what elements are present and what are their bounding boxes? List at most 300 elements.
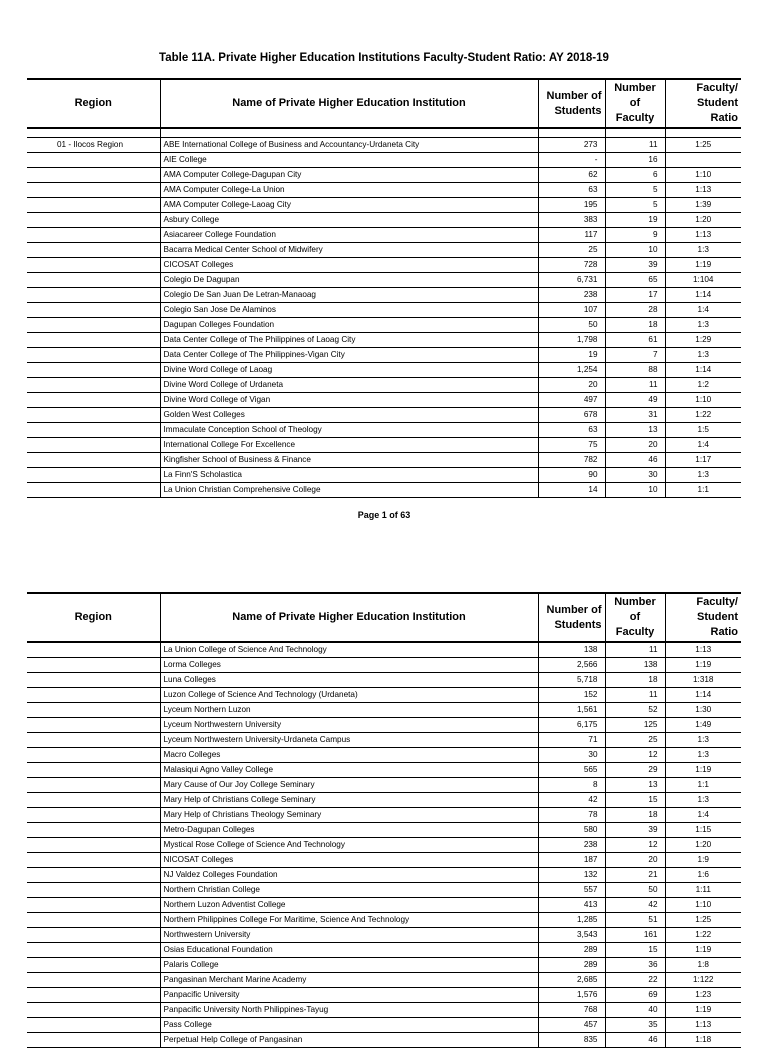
institution-name-cell: Mary Help of Christians Theology Seminary <box>160 808 538 823</box>
students-cell: 1,254 <box>538 363 605 378</box>
students-cell: 497 <box>538 393 605 408</box>
table-row <box>27 793 741 808</box>
faculty-cell: 18 <box>605 673 665 688</box>
region-cell <box>27 823 160 838</box>
header-number-of-faculty: Number of Faculty <box>605 79 665 128</box>
students-cell: 557 <box>538 883 605 898</box>
ratio-cell: 1:25 <box>665 913 741 928</box>
faculty-cell: 69 <box>605 988 665 1003</box>
faculty-cell: 40 <box>605 1003 665 1018</box>
students-cell: 71 <box>538 733 605 748</box>
table-row <box>27 943 741 958</box>
institution-name-cell: Lyceum Northern Luzon <box>160 703 538 718</box>
header-number-of-faculty: Number of Faculty <box>605 593 665 642</box>
ratio-cell: 1:14 <box>665 688 741 703</box>
table-row <box>27 823 741 838</box>
institution-name-cell: ABE International College of Business and Accountancy-Urdaneta City <box>160 138 538 153</box>
students-cell: 413 <box>538 898 605 913</box>
faculty-cell: 161 <box>605 928 665 943</box>
region-cell <box>27 1018 160 1033</box>
ratio-cell: 1:30 <box>665 703 741 718</box>
students-cell: - <box>538 153 605 168</box>
ratio-cell: 1:122 <box>665 973 741 988</box>
ratio-cell: 1:13 <box>665 642 741 658</box>
region-cell <box>27 153 160 168</box>
faculty-cell: 17 <box>605 288 665 303</box>
institution-name-cell: Golden West Colleges <box>160 408 538 423</box>
region-cell <box>27 763 160 778</box>
region-cell <box>27 958 160 973</box>
faculty-cell: 11 <box>605 642 665 658</box>
institution-name-cell: AMA Computer College-Dagupan City <box>160 168 538 183</box>
table-title: Table 11A. Private Higher Education Institutions Faculty-Student Ratio: AY 2018-19 <box>159 52 609 64</box>
faculty-cell: 42 <box>605 898 665 913</box>
institution-name-cell: Northern Luzon Adventist College <box>160 898 538 913</box>
region-cell <box>27 183 160 198</box>
faculty-cell: 21 <box>605 868 665 883</box>
table-row <box>27 243 741 258</box>
institution-name-cell: Malasiqui Agno Valley College <box>160 763 538 778</box>
institution-name-cell: Divine Word College of Laoag <box>160 363 538 378</box>
institution-name-cell: Northern Christian College <box>160 883 538 898</box>
students-cell: 132 <box>538 868 605 883</box>
ratio-cell: 1:6 <box>665 868 741 883</box>
region-cell <box>27 913 160 928</box>
table-row <box>27 778 741 793</box>
students-cell: 2,685 <box>538 973 605 988</box>
students-cell: 1,576 <box>538 988 605 1003</box>
ratio-cell: 1:3 <box>665 748 741 763</box>
table-row <box>27 853 741 868</box>
ratio-cell: 1:14 <box>665 288 741 303</box>
header-number-of-students: Number of Students <box>538 79 605 128</box>
faculty-cell: 16 <box>605 153 665 168</box>
region-cell <box>27 198 160 213</box>
students-cell: 728 <box>538 258 605 273</box>
region-cell <box>27 168 160 183</box>
page-number: Page 1 of 63 <box>357 510 411 520</box>
institution-name-cell: CICOSAT Colleges <box>160 258 538 273</box>
ratio-cell: 1:4 <box>665 808 741 823</box>
students-cell: 187 <box>538 853 605 868</box>
institution-name-cell: Divine Word College of Vigan <box>160 393 538 408</box>
institution-name-cell: Pass College <box>160 1018 538 1033</box>
table-header <box>27 593 741 642</box>
students-cell: 1,561 <box>538 703 605 718</box>
region-cell <box>27 378 160 393</box>
region-cell: 01 - Ilocos Region <box>27 138 160 153</box>
faculty-cell: 36 <box>605 958 665 973</box>
institution-name-cell: La Finn'S Scholastica <box>160 468 538 483</box>
region-cell <box>27 673 160 688</box>
students-cell: 63 <box>538 183 605 198</box>
table-row <box>27 748 741 763</box>
students-cell: 25 <box>538 243 605 258</box>
institution-name-cell: Lyceum Northwestern University-Urdaneta Campus <box>160 733 538 748</box>
ratio-cell: 1:1 <box>665 483 741 498</box>
faculty-cell: 31 <box>605 408 665 423</box>
institution-name-cell: Mary Help of Christians College Seminary <box>160 793 538 808</box>
institution-name-cell: Immaculate Conception School of Theology <box>160 423 538 438</box>
students-cell: 42 <box>538 793 605 808</box>
header-faculty-student-ratio: Faculty/ Student Ratio <box>665 593 741 642</box>
students-cell: 8 <box>538 778 605 793</box>
table-row <box>27 288 741 303</box>
ratio-cell: 1:3 <box>665 468 741 483</box>
students-cell: 107 <box>538 303 605 318</box>
students-cell: 90 <box>538 468 605 483</box>
table-row <box>27 183 741 198</box>
table-row <box>27 363 741 378</box>
ratio-cell: 1:8 <box>665 958 741 973</box>
faculty-cell: 13 <box>605 423 665 438</box>
region-cell <box>27 868 160 883</box>
ratio-cell: 1:19 <box>665 1003 741 1018</box>
header-institution-name: Name of Private Higher Education Institution <box>160 593 538 642</box>
institution-name-cell: Kingfisher School of Business & Finance <box>160 453 538 468</box>
table-row <box>27 483 741 498</box>
students-cell: 50 <box>538 318 605 333</box>
students-cell: 1,798 <box>538 333 605 348</box>
region-cell <box>27 258 160 273</box>
ratio-cell: 1:20 <box>665 838 741 853</box>
ratio-cell: 1:23 <box>665 988 741 1003</box>
students-cell: 195 <box>538 198 605 213</box>
faculty-cell: 50 <box>605 883 665 898</box>
institution-name-cell: Mary Cause of Our Joy College Seminary <box>160 778 538 793</box>
table-row <box>27 868 741 883</box>
faculty-cell: 28 <box>605 303 665 318</box>
ratio-cell: 1:49 <box>665 718 741 733</box>
faculty-cell: 35 <box>605 1018 665 1033</box>
region-cell <box>27 438 160 453</box>
region-cell <box>27 988 160 1003</box>
table-row <box>27 378 741 393</box>
students-cell: 273 <box>538 138 605 153</box>
institution-name-cell: Macro Colleges <box>160 748 538 763</box>
ratio-cell: 1:20 <box>665 213 741 228</box>
table-row <box>27 703 741 718</box>
ratio-cell: 1:3 <box>665 243 741 258</box>
table-row <box>27 138 741 153</box>
table-row <box>27 1003 741 1018</box>
table-row <box>27 468 741 483</box>
faculty-cell: 18 <box>605 808 665 823</box>
region-cell <box>27 243 160 258</box>
students-cell: 14 <box>538 483 605 498</box>
students-cell: 6,175 <box>538 718 605 733</box>
ratio-cell: 1:14 <box>665 363 741 378</box>
ratio-cell: 1:3 <box>665 793 741 808</box>
students-cell: 457 <box>538 1018 605 1033</box>
faculty-cell: 51 <box>605 913 665 928</box>
institution-name-cell: Divine Word College of Urdaneta <box>160 378 538 393</box>
ratio-cell: 1:318 <box>665 673 741 688</box>
faculty-cell: 61 <box>605 333 665 348</box>
region-cell <box>27 213 160 228</box>
table-row <box>27 658 741 673</box>
institution-name-cell: Panpacific University <box>160 988 538 1003</box>
faculty-cell: 65 <box>605 273 665 288</box>
students-cell: 782 <box>538 453 605 468</box>
faculty-student-ratio-table-page-1 <box>27 78 741 498</box>
region-cell <box>27 778 160 793</box>
region-cell <box>27 348 160 363</box>
region-cell <box>27 898 160 913</box>
table-row <box>27 642 741 658</box>
region-cell <box>27 408 160 423</box>
faculty-cell: 5 <box>605 198 665 213</box>
ratio-cell: 1:10 <box>665 168 741 183</box>
faculty-cell: 20 <box>605 438 665 453</box>
header-region: Region <box>74 97 112 109</box>
faculty-cell: 13 <box>605 778 665 793</box>
table-body-page-2 <box>27 642 741 1048</box>
faculty-cell: 22 <box>605 973 665 988</box>
ratio-cell: 1:3 <box>665 733 741 748</box>
region-cell <box>27 483 160 498</box>
table-row <box>27 168 741 183</box>
header-faculty-student-ratio: Faculty/ Student Ratio <box>665 79 741 128</box>
faculty-cell: 20 <box>605 853 665 868</box>
table-row <box>27 318 741 333</box>
students-cell: 19 <box>538 348 605 363</box>
students-cell: 383 <box>538 213 605 228</box>
institution-name-cell: Northwestern University <box>160 928 538 943</box>
ratio-cell: 1:13 <box>665 1018 741 1033</box>
faculty-cell: 39 <box>605 258 665 273</box>
students-cell: 835 <box>538 1033 605 1048</box>
ratio-cell: 1:19 <box>665 763 741 778</box>
students-cell: 5,718 <box>538 673 605 688</box>
region-cell <box>27 228 160 243</box>
region-cell <box>27 838 160 853</box>
students-cell: 138 <box>538 642 605 658</box>
table-row <box>27 1018 741 1033</box>
table-row <box>27 883 741 898</box>
region-cell <box>27 393 160 408</box>
table-row <box>27 958 741 973</box>
faculty-cell: 9 <box>605 228 665 243</box>
table-row <box>27 988 741 1003</box>
students-cell: 238 <box>538 288 605 303</box>
faculty-cell: 18 <box>605 318 665 333</box>
region-cell <box>27 733 160 748</box>
ratio-cell: 1:5 <box>665 423 741 438</box>
faculty-cell: 19 <box>605 213 665 228</box>
table-row <box>27 393 741 408</box>
institution-name-cell: Lyceum Northwestern University <box>160 718 538 733</box>
region-cell <box>27 288 160 303</box>
faculty-cell: 11 <box>605 138 665 153</box>
region-cell <box>27 928 160 943</box>
table-row <box>27 808 741 823</box>
institution-name-cell: Osias Educational Foundation <box>160 943 538 958</box>
table-row <box>27 733 741 748</box>
region-cell <box>27 943 160 958</box>
ratio-cell <box>665 153 741 168</box>
region-cell <box>27 658 160 673</box>
institution-name-cell: International College For Excellence <box>160 438 538 453</box>
faculty-cell: 46 <box>605 453 665 468</box>
faculty-student-ratio-table-page-2 <box>27 592 741 1048</box>
ratio-cell: 1:11 <box>665 883 741 898</box>
ratio-cell: 1:10 <box>665 393 741 408</box>
faculty-cell: 125 <box>605 718 665 733</box>
header-region: Region <box>74 611 112 623</box>
ratio-cell: 1:13 <box>665 183 741 198</box>
faculty-cell: 12 <box>605 748 665 763</box>
faculty-cell: 7 <box>605 348 665 363</box>
ratio-cell: 1:25 <box>665 138 741 153</box>
ratio-cell: 1:9 <box>665 853 741 868</box>
table-row <box>27 303 741 318</box>
institution-name-cell: Data Center College of The Philippines-Vigan City <box>160 348 538 363</box>
table-row <box>27 153 741 168</box>
region-cell <box>27 468 160 483</box>
faculty-cell: 88 <box>605 363 665 378</box>
spacer-row <box>27 128 741 138</box>
table-row <box>27 898 741 913</box>
institution-name-cell: Asiacareer College Foundation <box>160 228 538 243</box>
region-cell <box>27 318 160 333</box>
institution-name-cell: Pangasinan Merchant Marine Academy <box>160 973 538 988</box>
region-cell <box>27 883 160 898</box>
faculty-cell: 11 <box>605 378 665 393</box>
ratio-cell: 1:10 <box>665 898 741 913</box>
table-row <box>27 348 741 363</box>
ratio-cell: 1:22 <box>665 928 741 943</box>
ratio-cell: 1:15 <box>665 823 741 838</box>
region-cell <box>27 853 160 868</box>
institution-name-cell: Colegio De Dagupan <box>160 273 538 288</box>
institution-name-cell: NICOSAT Colleges <box>160 853 538 868</box>
ratio-cell: 1:4 <box>665 303 741 318</box>
header-institution-name: Name of Private Higher Education Institution <box>160 79 538 128</box>
institution-name-cell: AMA Computer College-La Union <box>160 183 538 198</box>
students-cell: 238 <box>538 838 605 853</box>
table-row <box>27 688 741 703</box>
students-cell: 75 <box>538 438 605 453</box>
students-cell: 3,543 <box>538 928 605 943</box>
ratio-cell: 1:17 <box>665 453 741 468</box>
faculty-cell: 12 <box>605 838 665 853</box>
faculty-cell: 25 <box>605 733 665 748</box>
institution-name-cell: Luzon College of Science And Technology (Urdaneta) <box>160 688 538 703</box>
table-row <box>27 718 741 733</box>
students-cell: 63 <box>538 423 605 438</box>
institution-name-cell: Northern Philippines College For Maritime, Science And Technology <box>160 913 538 928</box>
institution-name-cell: Panpacific University North Philippines-Tayug <box>160 1003 538 1018</box>
students-cell: 117 <box>538 228 605 243</box>
faculty-cell: 5 <box>605 183 665 198</box>
ratio-cell: 1:18 <box>665 1033 741 1048</box>
students-cell: 289 <box>538 958 605 973</box>
students-cell: 78 <box>538 808 605 823</box>
students-cell: 62 <box>538 168 605 183</box>
institution-name-cell: La Union College of Science And Technology <box>160 642 538 658</box>
institution-name-cell: Mystical Rose College of Science And Technology <box>160 838 538 853</box>
ratio-cell: 1:13 <box>665 228 741 243</box>
students-cell: 20 <box>538 378 605 393</box>
faculty-cell: 29 <box>605 763 665 778</box>
institution-name-cell: Bacarra Medical Center School of Midwifery <box>160 243 538 258</box>
students-cell: 2,566 <box>538 658 605 673</box>
students-cell: 6,731 <box>538 273 605 288</box>
region-cell <box>27 688 160 703</box>
faculty-cell: 11 <box>605 688 665 703</box>
ratio-cell: 1:19 <box>665 943 741 958</box>
region-cell <box>27 793 160 808</box>
institution-name-cell: La Union Christian Comprehensive College <box>160 483 538 498</box>
header-number-of-students: Number of Students <box>538 593 605 642</box>
institution-name-cell: Perpetual Help College of Pangasinan <box>160 1033 538 1048</box>
ratio-cell: 1:4 <box>665 438 741 453</box>
ratio-cell: 1:2 <box>665 378 741 393</box>
institution-name-cell: AIE College <box>160 153 538 168</box>
region-cell <box>27 363 160 378</box>
ratio-cell: 1:22 <box>665 408 741 423</box>
region-cell <box>27 1033 160 1048</box>
table-row <box>27 913 741 928</box>
students-cell: 580 <box>538 823 605 838</box>
table-row <box>27 198 741 213</box>
region-cell <box>27 703 160 718</box>
ratio-cell: 1:19 <box>665 258 741 273</box>
table-row <box>27 973 741 988</box>
region-cell <box>27 718 160 733</box>
region-cell <box>27 748 160 763</box>
students-cell: 30 <box>538 748 605 763</box>
ratio-cell: 1:104 <box>665 273 741 288</box>
ratio-cell: 1:1 <box>665 778 741 793</box>
institution-name-cell: Colegio San Jose De Alaminos <box>160 303 538 318</box>
institution-name-cell: Luna Colleges <box>160 673 538 688</box>
faculty-cell: 10 <box>605 243 665 258</box>
faculty-cell: 6 <box>605 168 665 183</box>
region-cell <box>27 642 160 658</box>
institution-name-cell: Data Center College of The Philippines of Laoag City <box>160 333 538 348</box>
institution-name-cell: Colegio De San Juan De Letran-Manaoag <box>160 288 538 303</box>
table-row <box>27 453 741 468</box>
table-row <box>27 228 741 243</box>
table-row <box>27 763 741 778</box>
institution-name-cell: Metro-Dagupan Colleges <box>160 823 538 838</box>
faculty-cell: 52 <box>605 703 665 718</box>
table-row <box>27 423 741 438</box>
institution-name-cell: AMA Computer College-Laoag City <box>160 198 538 213</box>
table-row <box>27 928 741 943</box>
ratio-cell: 1:3 <box>665 318 741 333</box>
faculty-cell: 30 <box>605 468 665 483</box>
table-row <box>27 273 741 288</box>
ratio-cell: 1:3 <box>665 348 741 363</box>
faculty-cell: 49 <box>605 393 665 408</box>
region-cell <box>27 303 160 318</box>
students-cell: 152 <box>538 688 605 703</box>
table-row <box>27 258 741 273</box>
table-row <box>27 333 741 348</box>
table-row <box>27 408 741 423</box>
table-row <box>27 1033 741 1048</box>
institution-name-cell: Lorma Colleges <box>160 658 538 673</box>
faculty-cell: 46 <box>605 1033 665 1048</box>
region-cell <box>27 808 160 823</box>
students-cell: 289 <box>538 943 605 958</box>
faculty-cell: 10 <box>605 483 665 498</box>
students-cell: 1,285 <box>538 913 605 928</box>
ratio-cell: 1:29 <box>665 333 741 348</box>
